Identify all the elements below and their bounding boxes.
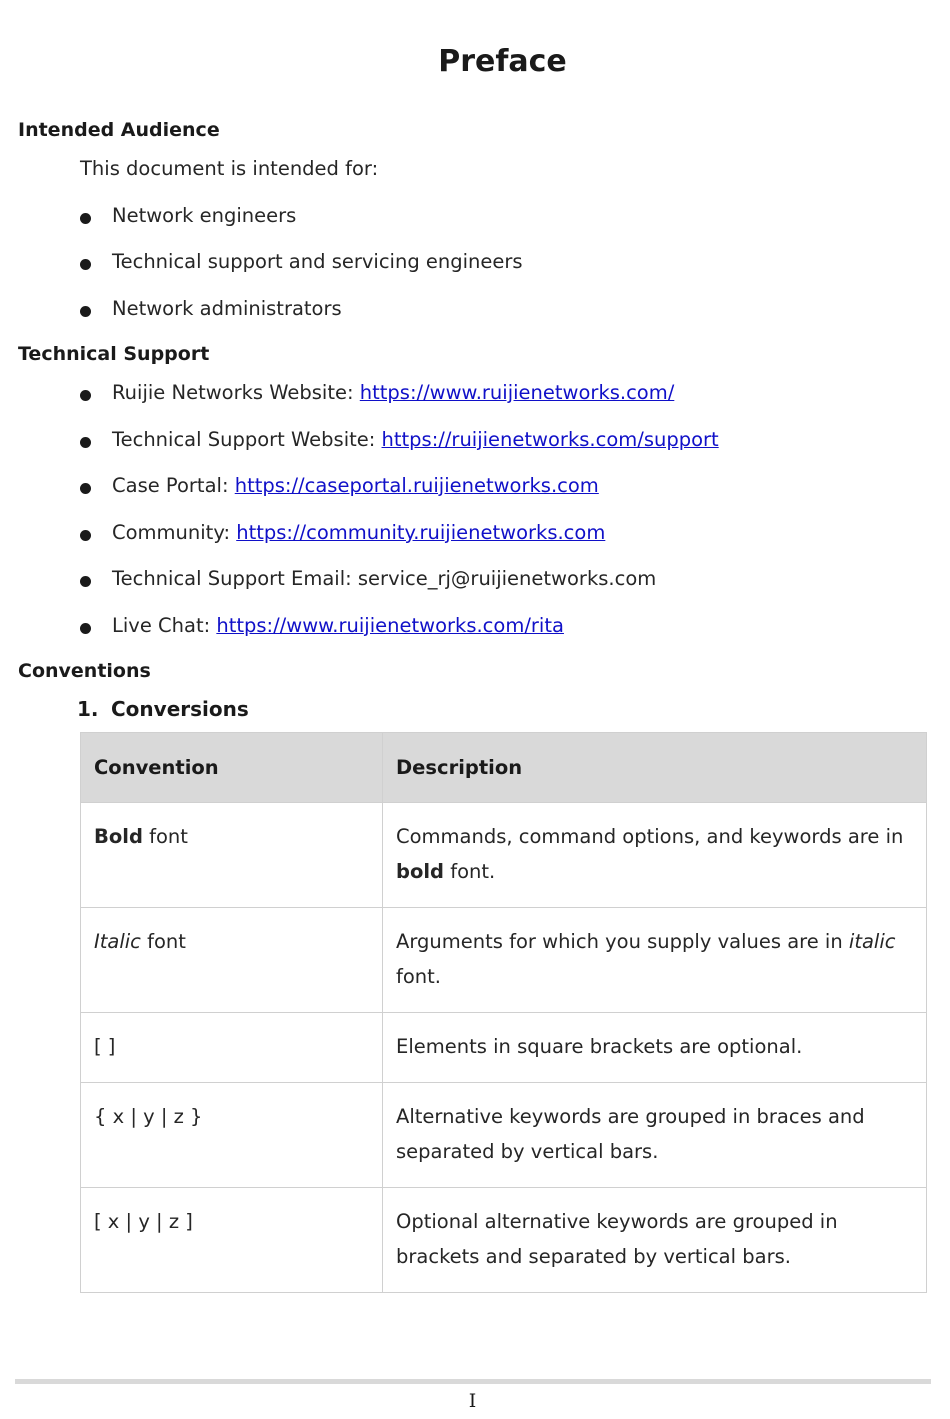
conventions-table bbox=[80, 732, 927, 1293]
bullet-icon bbox=[80, 390, 91, 401]
table-row bbox=[81, 1013, 927, 1083]
list-item-text: Technical support and servicing engineers bbox=[112, 250, 523, 273]
cell-text: font. bbox=[396, 965, 441, 988]
column-header: Description bbox=[383, 733, 927, 803]
website-link[interactable]: https://www.ruijienetworks.com/ bbox=[359, 381, 675, 404]
bullet-icon bbox=[80, 213, 91, 224]
table-cell bbox=[81, 803, 383, 908]
bullet-icon bbox=[80, 530, 91, 541]
page-title: Preface bbox=[438, 44, 567, 79]
bullet-icon bbox=[80, 576, 91, 587]
table-cell: Elements in square brackets are optional. bbox=[383, 1013, 927, 1083]
cell-text: font bbox=[140, 930, 186, 953]
cell-text: Arguments for which you supply values are in bbox=[396, 930, 849, 953]
audience-intro: This document is intended for: bbox=[80, 157, 379, 180]
list-item-text: Network administrators bbox=[112, 297, 342, 320]
italic-sample: Italic bbox=[94, 930, 141, 953]
technical-support-heading: Technical Support bbox=[18, 343, 210, 365]
bullet-icon bbox=[80, 259, 91, 270]
table-row bbox=[81, 803, 927, 908]
support-website-link[interactable]: https://ruijienetworks.com/support bbox=[381, 428, 719, 451]
footer-divider bbox=[15, 1379, 931, 1384]
table-cell: Optional alternative keywords are grouped in brackets and separated by vertical bars. bbox=[383, 1188, 927, 1293]
page-number: I bbox=[468, 1390, 477, 1412]
case-portal-link[interactable]: https://caseportal.ruijienetworks.com bbox=[234, 474, 599, 497]
table-cell bbox=[383, 908, 927, 1013]
numbered-heading-text: Conversions bbox=[111, 697, 249, 721]
bullet-icon bbox=[80, 306, 91, 317]
list-item-text bbox=[112, 381, 674, 404]
support-label: Community: bbox=[112, 521, 237, 544]
italic-word: italic bbox=[848, 930, 896, 953]
bullet-icon bbox=[80, 437, 91, 448]
table-row bbox=[81, 908, 927, 1013]
bullet-icon bbox=[80, 623, 91, 634]
bold-sample: Bold bbox=[94, 825, 143, 848]
list-item-text bbox=[112, 521, 605, 544]
list-item-text bbox=[112, 614, 564, 637]
list-item-text bbox=[112, 428, 719, 451]
support-label: Case Portal: bbox=[112, 474, 235, 497]
table-row bbox=[81, 1083, 927, 1188]
table-row bbox=[81, 1188, 927, 1293]
bold-word: bold bbox=[396, 860, 444, 883]
table-cell: { x | y | z } bbox=[81, 1083, 383, 1188]
table-header-row bbox=[81, 733, 927, 803]
cell-text: Commands, command options, and keywords are in bbox=[396, 825, 904, 848]
support-email-text: Technical Support Email: service_rj@ruijienetworks.com bbox=[112, 567, 657, 590]
column-header: Convention bbox=[81, 733, 383, 803]
table-cell bbox=[383, 803, 927, 908]
community-link[interactable]: https://community.ruijienetworks.com bbox=[236, 521, 606, 544]
cell-text: font. bbox=[444, 860, 496, 883]
support-label: Ruijie Networks Website: bbox=[112, 381, 360, 404]
list-item-text: Network engineers bbox=[112, 204, 297, 227]
list-number: 1. bbox=[77, 697, 99, 721]
live-chat-link[interactable]: https://www.ruijienetworks.com/rita bbox=[216, 614, 564, 637]
list-item-text bbox=[112, 474, 599, 497]
conventions-heading: Conventions bbox=[18, 660, 151, 682]
cell-text: font bbox=[142, 825, 188, 848]
table-cell: [ x | y | z ] bbox=[81, 1188, 383, 1293]
intended-audience-heading: Intended Audience bbox=[18, 119, 220, 141]
table-cell: [ ] bbox=[81, 1013, 383, 1083]
table-cell bbox=[81, 908, 383, 1013]
bullet-icon bbox=[80, 483, 91, 494]
numbered-heading bbox=[77, 697, 249, 721]
support-label: Live Chat: bbox=[112, 614, 217, 637]
table-cell: Alternative keywords are grouped in braces and separated by vertical bars. bbox=[383, 1083, 927, 1188]
support-label: Technical Support Website: bbox=[112, 428, 382, 451]
